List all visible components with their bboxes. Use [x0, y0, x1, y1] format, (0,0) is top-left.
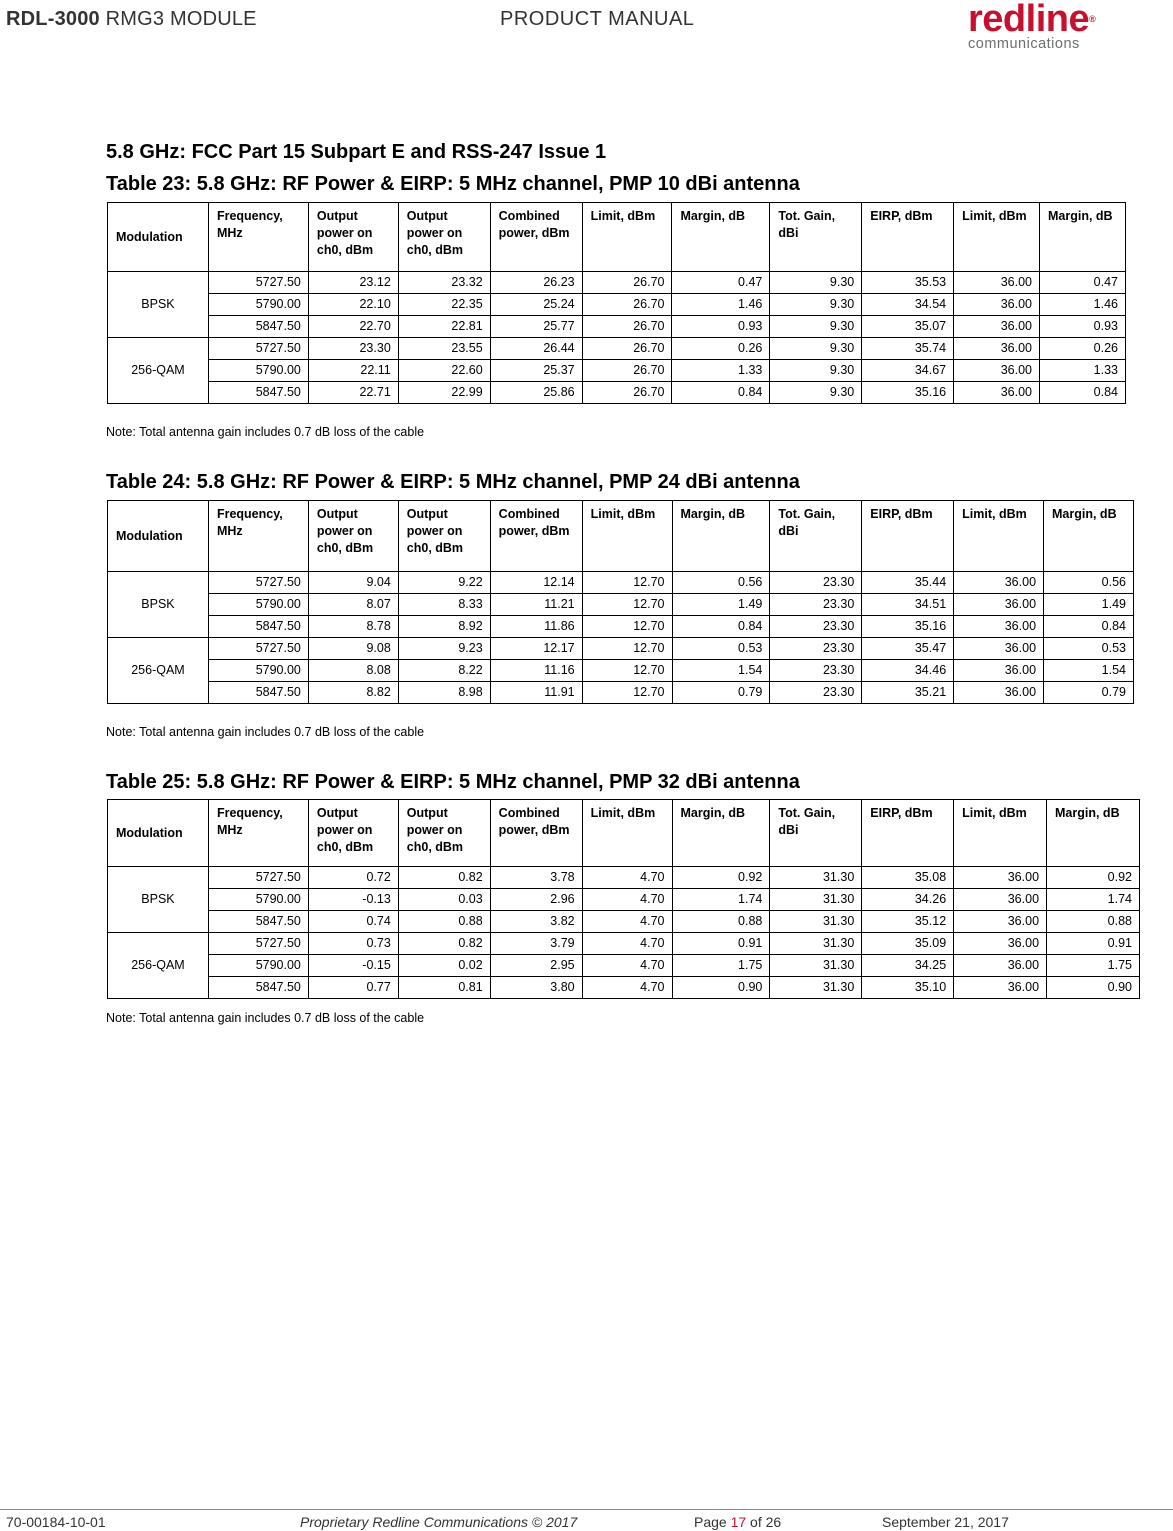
table-cell: 5790.00	[208, 294, 308, 316]
table-cell: 0.03	[398, 889, 490, 911]
column-header: Frequency, MHz	[208, 203, 308, 272]
footer-page-number: 17	[730, 1514, 747, 1530]
table-cell: 4.70	[582, 889, 672, 911]
table-cell: 9.30	[770, 272, 862, 294]
table-cell: 5847.50	[208, 682, 308, 704]
doc-header-title	[6, 8, 257, 31]
table-row	[108, 911, 1140, 933]
table-cell: 36.00	[954, 955, 1047, 977]
data-table	[107, 500, 1134, 704]
table-cell: 36.00	[954, 660, 1044, 682]
table-cell: 5847.50	[208, 316, 308, 338]
table-cell: 26.70	[582, 294, 672, 316]
table-cell: 22.71	[308, 382, 398, 404]
table-cell: 26.70	[582, 360, 672, 382]
table-cell: 35.08	[862, 867, 954, 889]
column-header: Modulation	[108, 203, 209, 272]
table-cell: 11.91	[490, 682, 582, 704]
column-header: Output power on ch0, dBm	[398, 800, 490, 867]
modulation-cell: 256-QAM	[108, 638, 209, 704]
table-cell: 4.70	[582, 933, 672, 955]
table-cell: 5847.50	[208, 911, 308, 933]
table-cell: 0.88	[398, 911, 490, 933]
table-row	[108, 682, 1134, 704]
table-cell: 23.30	[770, 594, 862, 616]
column-header: Margin, dB	[672, 203, 770, 272]
table-cell: 0.88	[672, 911, 770, 933]
table-cell: 35.16	[862, 382, 954, 404]
table-cell: 5727.50	[208, 638, 308, 660]
column-header: Limit, dBm	[954, 800, 1047, 867]
footer-divider	[0, 1509, 1173, 1510]
table-cell: 8.98	[398, 682, 490, 704]
table-row	[108, 594, 1134, 616]
table-cell: 12.70	[582, 660, 672, 682]
table-cell: 8.82	[308, 682, 398, 704]
table-cell: 8.33	[398, 594, 490, 616]
table-title: Table 23: 5.8 GHz: RF Power & EIRP: 5 MHz channel, PMP 10 dBi antenna	[106, 173, 800, 195]
table-cell: 9.30	[770, 294, 862, 316]
table-cell: 8.92	[398, 616, 490, 638]
table-cell: 0.56	[672, 572, 770, 594]
column-header: Combined power, dBm	[490, 203, 582, 272]
column-header: Margin, dB	[672, 800, 770, 867]
modulation-cell: BPSK	[108, 272, 209, 338]
redline-logo	[968, 0, 1108, 56]
table-cell: 26.44	[490, 338, 582, 360]
table-cell: 26.70	[582, 338, 672, 360]
table-cell: 1.54	[1044, 660, 1134, 682]
modulation-cell: BPSK	[108, 572, 209, 638]
table-cell: 34.26	[862, 889, 954, 911]
table-note: Note: Total antenna gain includes 0.7 dB loss of the cable	[106, 1011, 425, 1025]
table-cell: 0.81	[398, 977, 490, 999]
table-row	[108, 382, 1126, 404]
table-cell: 22.70	[308, 316, 398, 338]
table-cell: 0.47	[1039, 272, 1125, 294]
table-cell: 22.60	[398, 360, 490, 382]
column-header: Tot. Gain, dBi	[770, 501, 862, 572]
table-cell: 5790.00	[208, 955, 308, 977]
table-cell: -0.15	[308, 955, 398, 977]
table-row	[108, 316, 1126, 338]
table-cell: 5727.50	[208, 338, 308, 360]
table-cell: 9.04	[308, 572, 398, 594]
table-cell: 0.74	[308, 911, 398, 933]
table-cell: 1.75	[672, 955, 770, 977]
table-cell: 36.00	[954, 911, 1047, 933]
table-cell: 0.90	[1047, 977, 1140, 999]
table-cell: 1.75	[1047, 955, 1140, 977]
logo-subtitle: communications	[968, 36, 1080, 52]
table-cell: 12.70	[582, 594, 672, 616]
table-cell: 0.79	[1044, 682, 1134, 704]
table-cell: 4.70	[582, 955, 672, 977]
table-cell: 35.74	[862, 338, 954, 360]
column-header: Limit, dBm	[954, 203, 1040, 272]
table-cell: 22.11	[308, 360, 398, 382]
table-cell: 36.00	[954, 272, 1040, 294]
table-cell: 35.12	[862, 911, 954, 933]
table-cell: 5790.00	[208, 660, 308, 682]
table-cell: 23.30	[770, 682, 862, 704]
table-cell: 22.81	[398, 316, 490, 338]
table-cell: 3.82	[490, 911, 582, 933]
table-cell: 31.30	[770, 977, 862, 999]
table-cell: 36.00	[954, 867, 1047, 889]
table-cell: 0.77	[308, 977, 398, 999]
column-header: Output power on ch0, dBm	[308, 203, 398, 272]
table-cell: 0.84	[672, 382, 770, 404]
table-cell: 36.00	[954, 294, 1040, 316]
table-cell: 23.30	[770, 638, 862, 660]
table-title: Table 24: 5.8 GHz: RF Power & EIRP: 5 MHz channel, PMP 24 dBi antenna	[106, 471, 800, 493]
table-cell: 0.91	[1047, 933, 1140, 955]
column-header: Limit, dBm	[582, 800, 672, 867]
table-cell: 36.00	[954, 638, 1044, 660]
table-cell: 35.47	[862, 638, 954, 660]
table-cell: 1.74	[672, 889, 770, 911]
table-cell: 35.44	[862, 572, 954, 594]
table-cell: 23.32	[398, 272, 490, 294]
table-cell: 11.21	[490, 594, 582, 616]
footer-date: September 21, 2017	[882, 1514, 1009, 1530]
table-cell: 2.96	[490, 889, 582, 911]
table-cell: 9.23	[398, 638, 490, 660]
table-cell: 0.82	[398, 933, 490, 955]
column-header: Output power on ch0, dBm	[398, 203, 490, 272]
table-cell: 25.77	[490, 316, 582, 338]
table-row	[108, 272, 1126, 294]
table-cell: 5790.00	[208, 360, 308, 382]
table-cell: 9.22	[398, 572, 490, 594]
table-cell: 0.53	[672, 638, 770, 660]
table-cell: 5847.50	[208, 382, 308, 404]
table-cell: 0.26	[1039, 338, 1125, 360]
column-header: Modulation	[108, 501, 209, 572]
column-header: Limit, dBm	[582, 501, 672, 572]
table-cell: 1.33	[672, 360, 770, 382]
table-cell: 22.99	[398, 382, 490, 404]
table-cell: -0.13	[308, 889, 398, 911]
table-cell: 0.93	[1039, 316, 1125, 338]
table-cell: 5727.50	[208, 572, 308, 594]
table-cell: 1.54	[672, 660, 770, 682]
doc-header-model: RDL-3000	[6, 8, 100, 30]
table-row	[108, 360, 1126, 382]
table-cell: 36.00	[954, 572, 1044, 594]
table-cell: 1.33	[1039, 360, 1125, 382]
footer-page-suffix: of 26	[746, 1514, 782, 1530]
table-cell: 35.16	[862, 616, 954, 638]
table-row	[108, 294, 1126, 316]
table-cell: 36.00	[954, 682, 1044, 704]
table-cell: 36.00	[954, 889, 1047, 911]
table-cell: 26.70	[582, 382, 672, 404]
table-cell: 3.78	[490, 867, 582, 889]
table-cell: 8.22	[398, 660, 490, 682]
table-row	[108, 977, 1140, 999]
table-cell: 2.95	[490, 955, 582, 977]
column-header: Margin, dB	[1044, 501, 1134, 572]
column-header: Combined power, dBm	[490, 501, 582, 572]
table-cell: 0.72	[308, 867, 398, 889]
table-cell: 0.82	[398, 867, 490, 889]
table-cell: 9.30	[770, 360, 862, 382]
column-header: Limit, dBm	[954, 501, 1044, 572]
table-cell: 36.00	[954, 316, 1040, 338]
table-cell: 36.00	[954, 933, 1047, 955]
table-cell: 36.00	[954, 594, 1044, 616]
modulation-cell: 256-QAM	[108, 933, 209, 999]
table-cell: 1.46	[1039, 294, 1125, 316]
table-cell: 36.00	[954, 977, 1047, 999]
table-cell: 35.21	[862, 682, 954, 704]
table-cell: 4.70	[582, 867, 672, 889]
column-header: Modulation	[108, 800, 209, 867]
table-cell: 5727.50	[208, 933, 308, 955]
table-cell: 23.30	[770, 572, 862, 594]
table-cell: 12.70	[582, 572, 672, 594]
table-cell: 8.78	[308, 616, 398, 638]
table-row	[108, 933, 1140, 955]
table-cell: 1.46	[672, 294, 770, 316]
table-cell: 0.92	[672, 867, 770, 889]
table-cell: 34.46	[862, 660, 954, 682]
modulation-cell: BPSK	[108, 867, 209, 933]
modulation-cell: 256-QAM	[108, 338, 209, 404]
table-cell: 0.84	[672, 616, 770, 638]
table-cell: 0.92	[1047, 867, 1140, 889]
table-cell: 0.73	[308, 933, 398, 955]
table-cell: 1.49	[672, 594, 770, 616]
table-cell: 0.56	[1044, 572, 1134, 594]
column-header: EIRP, dBm	[862, 203, 954, 272]
column-header: Frequency, MHz	[208, 800, 308, 867]
logo-word: redline	[968, 0, 1090, 40]
table-header-row	[108, 800, 1140, 867]
table-row	[108, 955, 1140, 977]
table-cell: 25.86	[490, 382, 582, 404]
column-header: Output power on ch0, dBm	[308, 800, 398, 867]
column-header: Combined power, dBm	[490, 800, 582, 867]
table-cell: 12.70	[582, 682, 672, 704]
footer-doc-number: 70-00184-10-01	[6, 1514, 106, 1530]
table-cell: 1.49	[1044, 594, 1134, 616]
table-cell: 9.08	[308, 638, 398, 660]
table-cell: 12.14	[490, 572, 582, 594]
table-cell: 4.70	[582, 911, 672, 933]
table-cell: 5847.50	[208, 977, 308, 999]
table-cell: 0.53	[1044, 638, 1134, 660]
table-cell: 9.30	[770, 382, 862, 404]
table-cell: 31.30	[770, 955, 862, 977]
table-header-row	[108, 501, 1134, 572]
table-row	[108, 889, 1140, 911]
table-cell: 34.67	[862, 360, 954, 382]
table-cell: 0.47	[672, 272, 770, 294]
table-cell: 34.54	[862, 294, 954, 316]
table-cell: 26.23	[490, 272, 582, 294]
footer-proprietary	[300, 1514, 577, 1530]
table-cell: 36.00	[954, 382, 1040, 404]
table-cell: 22.10	[308, 294, 398, 316]
table-cell: 31.30	[770, 867, 862, 889]
table-cell: 34.51	[862, 594, 954, 616]
footer-proprietary-text: Proprietary Redline Communications © 2017	[300, 1514, 578, 1530]
table-cell: 0.93	[672, 316, 770, 338]
table-cell: 12.17	[490, 638, 582, 660]
table-cell: 8.07	[308, 594, 398, 616]
table-cell: 22.35	[398, 294, 490, 316]
table-cell: 34.25	[862, 955, 954, 977]
table-cell: 9.30	[770, 338, 862, 360]
column-header: Output power on ch0, dBm	[398, 501, 490, 572]
table-row	[108, 616, 1134, 638]
table-cell: 36.00	[954, 360, 1040, 382]
table-cell: 0.26	[672, 338, 770, 360]
data-table	[107, 799, 1140, 999]
table-cell: 5790.00	[208, 594, 308, 616]
table-cell: 26.70	[582, 316, 672, 338]
table-cell: 0.02	[398, 955, 490, 977]
table-cell: 5727.50	[208, 867, 308, 889]
table-cell: 35.53	[862, 272, 954, 294]
table-cell: 11.16	[490, 660, 582, 682]
footer-page	[694, 1514, 781, 1530]
column-header: Frequency, MHz	[208, 501, 308, 572]
column-header: Output power on ch0, dBm	[308, 501, 398, 572]
table-row	[108, 572, 1134, 594]
column-header: Margin, dB	[672, 501, 770, 572]
section-title: 5.8 GHz: FCC Part 15 Subpart E and RSS-247 Issue 1	[106, 141, 607, 163]
column-header: Limit, dBm	[582, 203, 672, 272]
table-cell: 23.30	[308, 338, 398, 360]
table-row	[108, 338, 1126, 360]
table-cell: 1.74	[1047, 889, 1140, 911]
table-row	[108, 660, 1134, 682]
table-cell: 26.70	[582, 272, 672, 294]
table-cell: 31.30	[770, 889, 862, 911]
table-cell: 23.12	[308, 272, 398, 294]
table-cell: 31.30	[770, 911, 862, 933]
table-cell: 0.88	[1047, 911, 1140, 933]
table-note: Note: Total antenna gain includes 0.7 dB loss of the cable	[106, 425, 425, 439]
table-cell: 35.10	[862, 977, 954, 999]
table-cell: 9.30	[770, 316, 862, 338]
column-header: Margin, dB	[1039, 203, 1125, 272]
table-cell: 35.07	[862, 316, 954, 338]
table-cell: 12.70	[582, 616, 672, 638]
doc-header-module: RMG3 MODULE	[99, 8, 257, 30]
table-cell: 36.00	[954, 338, 1040, 360]
column-header: Tot. Gain, dBi	[770, 800, 862, 867]
table-cell: 0.90	[672, 977, 770, 999]
doc-header-center: PRODUCT MANUAL	[500, 8, 695, 30]
column-header: EIRP, dBm	[862, 800, 954, 867]
table-cell: 4.70	[582, 977, 672, 999]
table-cell: 31.30	[770, 933, 862, 955]
table-cell: 8.08	[308, 660, 398, 682]
table-cell: 35.09	[862, 933, 954, 955]
table-cell: 23.30	[770, 616, 862, 638]
column-header: Margin, dB	[1047, 800, 1140, 867]
table-cell: 12.70	[582, 638, 672, 660]
table-cell: 5790.00	[208, 889, 308, 911]
table-cell: 0.84	[1044, 616, 1134, 638]
logo-registered: ®	[1089, 14, 1096, 24]
column-header: Tot. Gain, dBi	[770, 203, 862, 272]
data-table	[107, 202, 1126, 404]
table-cell: 36.00	[954, 616, 1044, 638]
table-cell: 3.80	[490, 977, 582, 999]
table-cell: 5847.50	[208, 616, 308, 638]
table-cell: 25.24	[490, 294, 582, 316]
table-cell: 0.91	[672, 933, 770, 955]
table-row	[108, 638, 1134, 660]
table-cell: 25.37	[490, 360, 582, 382]
table-cell: 11.86	[490, 616, 582, 638]
table-title: Table 25: 5.8 GHz: RF Power & EIRP: 5 MHz channel, PMP 32 dBi antenna	[106, 771, 800, 793]
table-cell: 23.55	[398, 338, 490, 360]
table-cell: 23.30	[770, 660, 862, 682]
table-cell: 5727.50	[208, 272, 308, 294]
table-note: Note: Total antenna gain includes 0.7 dB loss of the cable	[106, 725, 425, 739]
table-row	[108, 867, 1140, 889]
column-header: EIRP, dBm	[862, 501, 954, 572]
table-cell: 0.79	[672, 682, 770, 704]
table-header-row	[108, 203, 1126, 272]
footer-page-prefix: Page	[694, 1514, 731, 1530]
table-cell: 0.84	[1039, 382, 1125, 404]
table-cell: 3.79	[490, 933, 582, 955]
